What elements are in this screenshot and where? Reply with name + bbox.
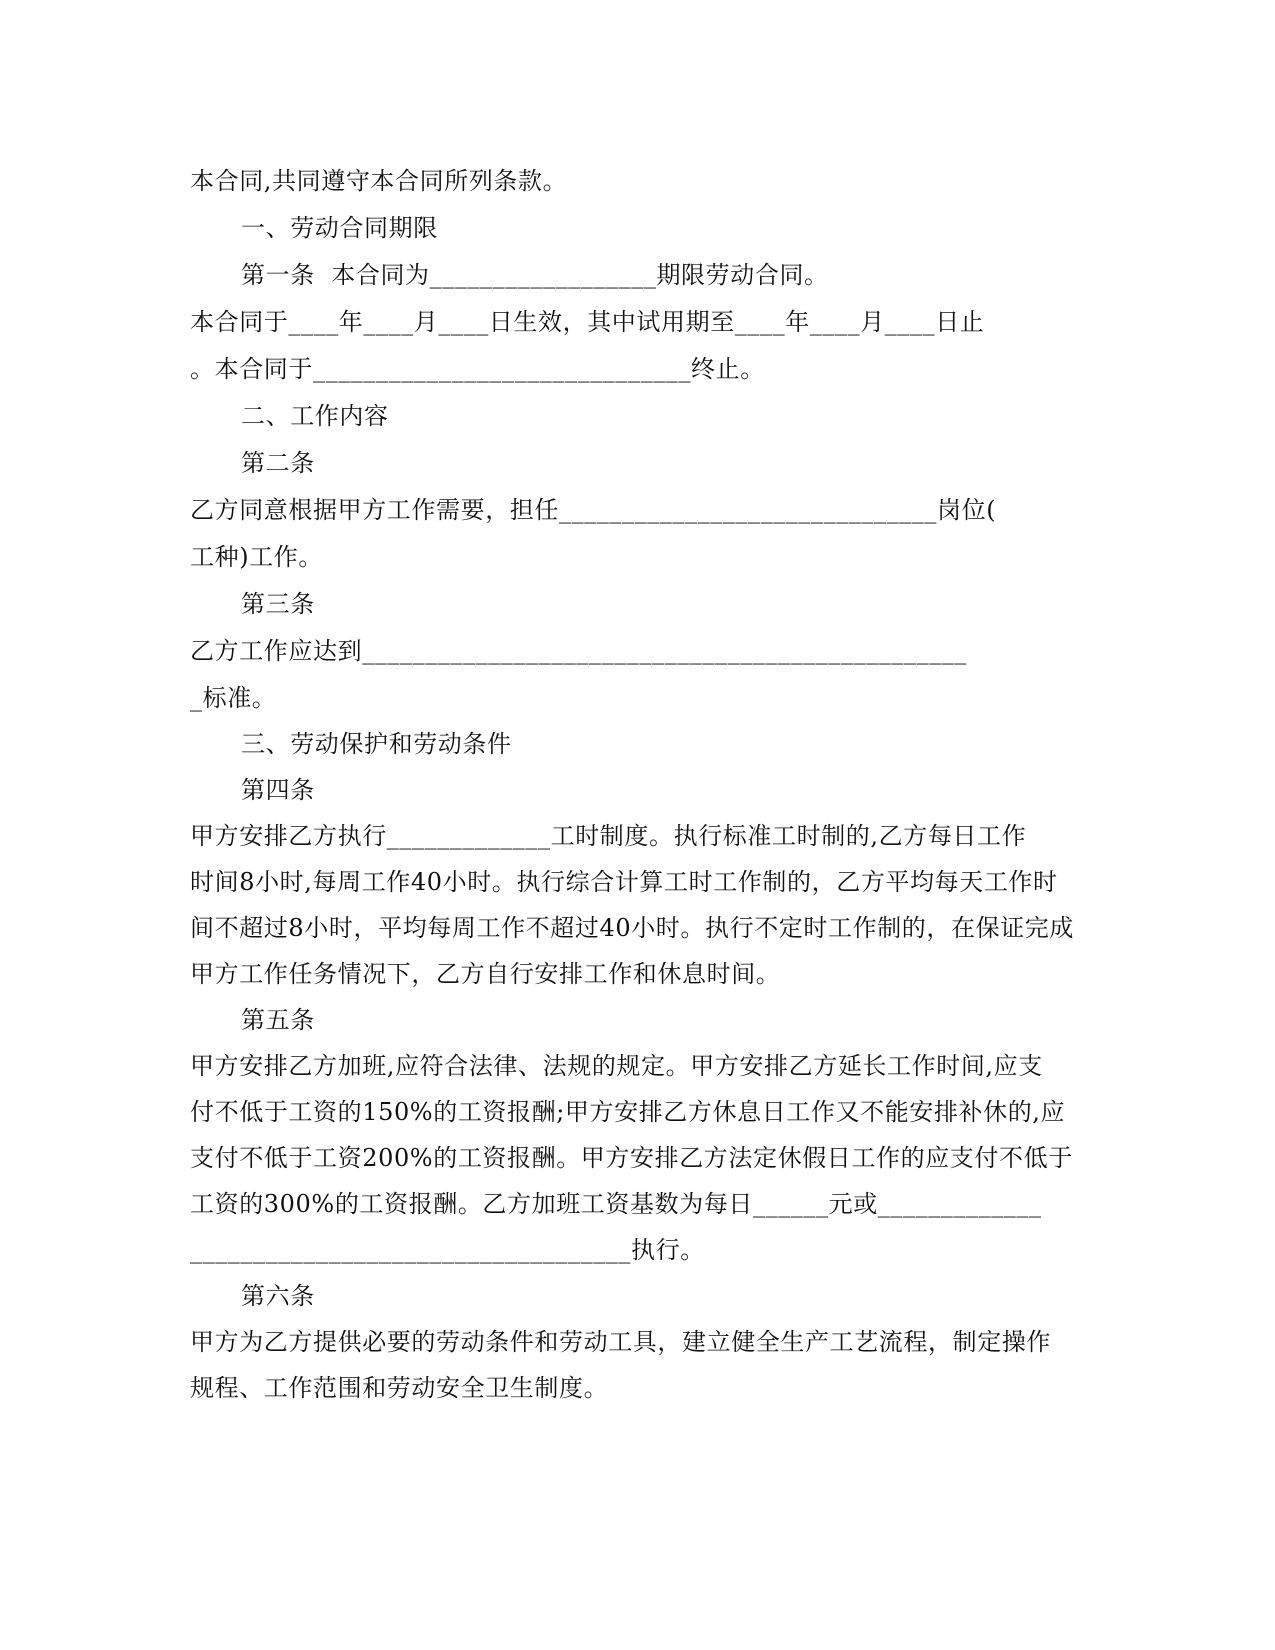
paragraph-line: 规程、工作范围和劳动安全卫生制度。 [190,1374,609,1402]
section-heading: 一、劳动合同期限 [241,214,438,242]
article-heading: 第六条 [241,1282,315,1310]
article-heading: 第二条 [241,449,315,477]
paragraph-line: 付不低于工资的150%的工资报酬;甲方安排乙方休息日工作又不能安排补休的,应 [190,1098,1066,1126]
paragraph-line: 工资的300%的工资报酬。乙方加班工资基数为每日______元或_____________ [190,1190,1042,1218]
paragraph-line: 时间8小时,每周工作40小时。执行综合计算工时工作制的，乙方平均每天工作时 [190,868,1058,896]
paragraph-line: 。本合同于______________________________终止。 [190,355,765,383]
paragraph-line: 甲方为乙方提供必要的劳动条件和劳动工具，建立健全生产工艺流程，制定操作 [190,1328,1051,1356]
paragraph-line: 乙方同意根据甲方工作需要，担任______________________________岗位( [190,496,997,524]
article-heading: 第四条 [241,776,315,804]
paragraph-line: 乙方工作应达到________________________________________________ [190,637,967,665]
paragraph-line: 间不超过8小时，平均每周工作不超过40小时。执行不定时工作制的，在保证完成 [190,914,1075,942]
paragraph-line: 甲方安排乙方加班,应符合法律、法规的规定。甲方安排乙方延长工作时间,应支 [190,1052,1043,1080]
paragraph-line: 本合同,共同遵守本合同所列条款。 [190,167,568,195]
article-heading: 第五条 [241,1006,315,1034]
paragraph-line: 甲方安排乙方执行_____________工时制度。执行标准工时制的,乙方每日工作 [190,822,1027,850]
paragraph-line: 支付不低于工资200%的工资报酬。甲方安排乙方法定休假日工作的应支付不低于 [190,1144,1073,1172]
paragraph-line: 甲方工作任务情况下，乙方自行安排工作和休息时间。 [190,960,781,988]
article-line: 第一条 本合同为__________________期限劳动合同。 [241,261,829,289]
article-heading: 第三条 [241,590,315,618]
paragraph-line: 本合同于____年____月____日生效，其中试用期至____年____月____日止 [190,308,985,336]
section-heading: 二、工作内容 [241,402,389,430]
paragraph-line: 工种)工作。 [190,543,323,571]
section-heading: 三、劳动保护和劳动条件 [241,730,512,758]
paragraph-line: _标准。 [190,684,277,712]
paragraph-line: ___________________________________执行。 [190,1236,705,1264]
